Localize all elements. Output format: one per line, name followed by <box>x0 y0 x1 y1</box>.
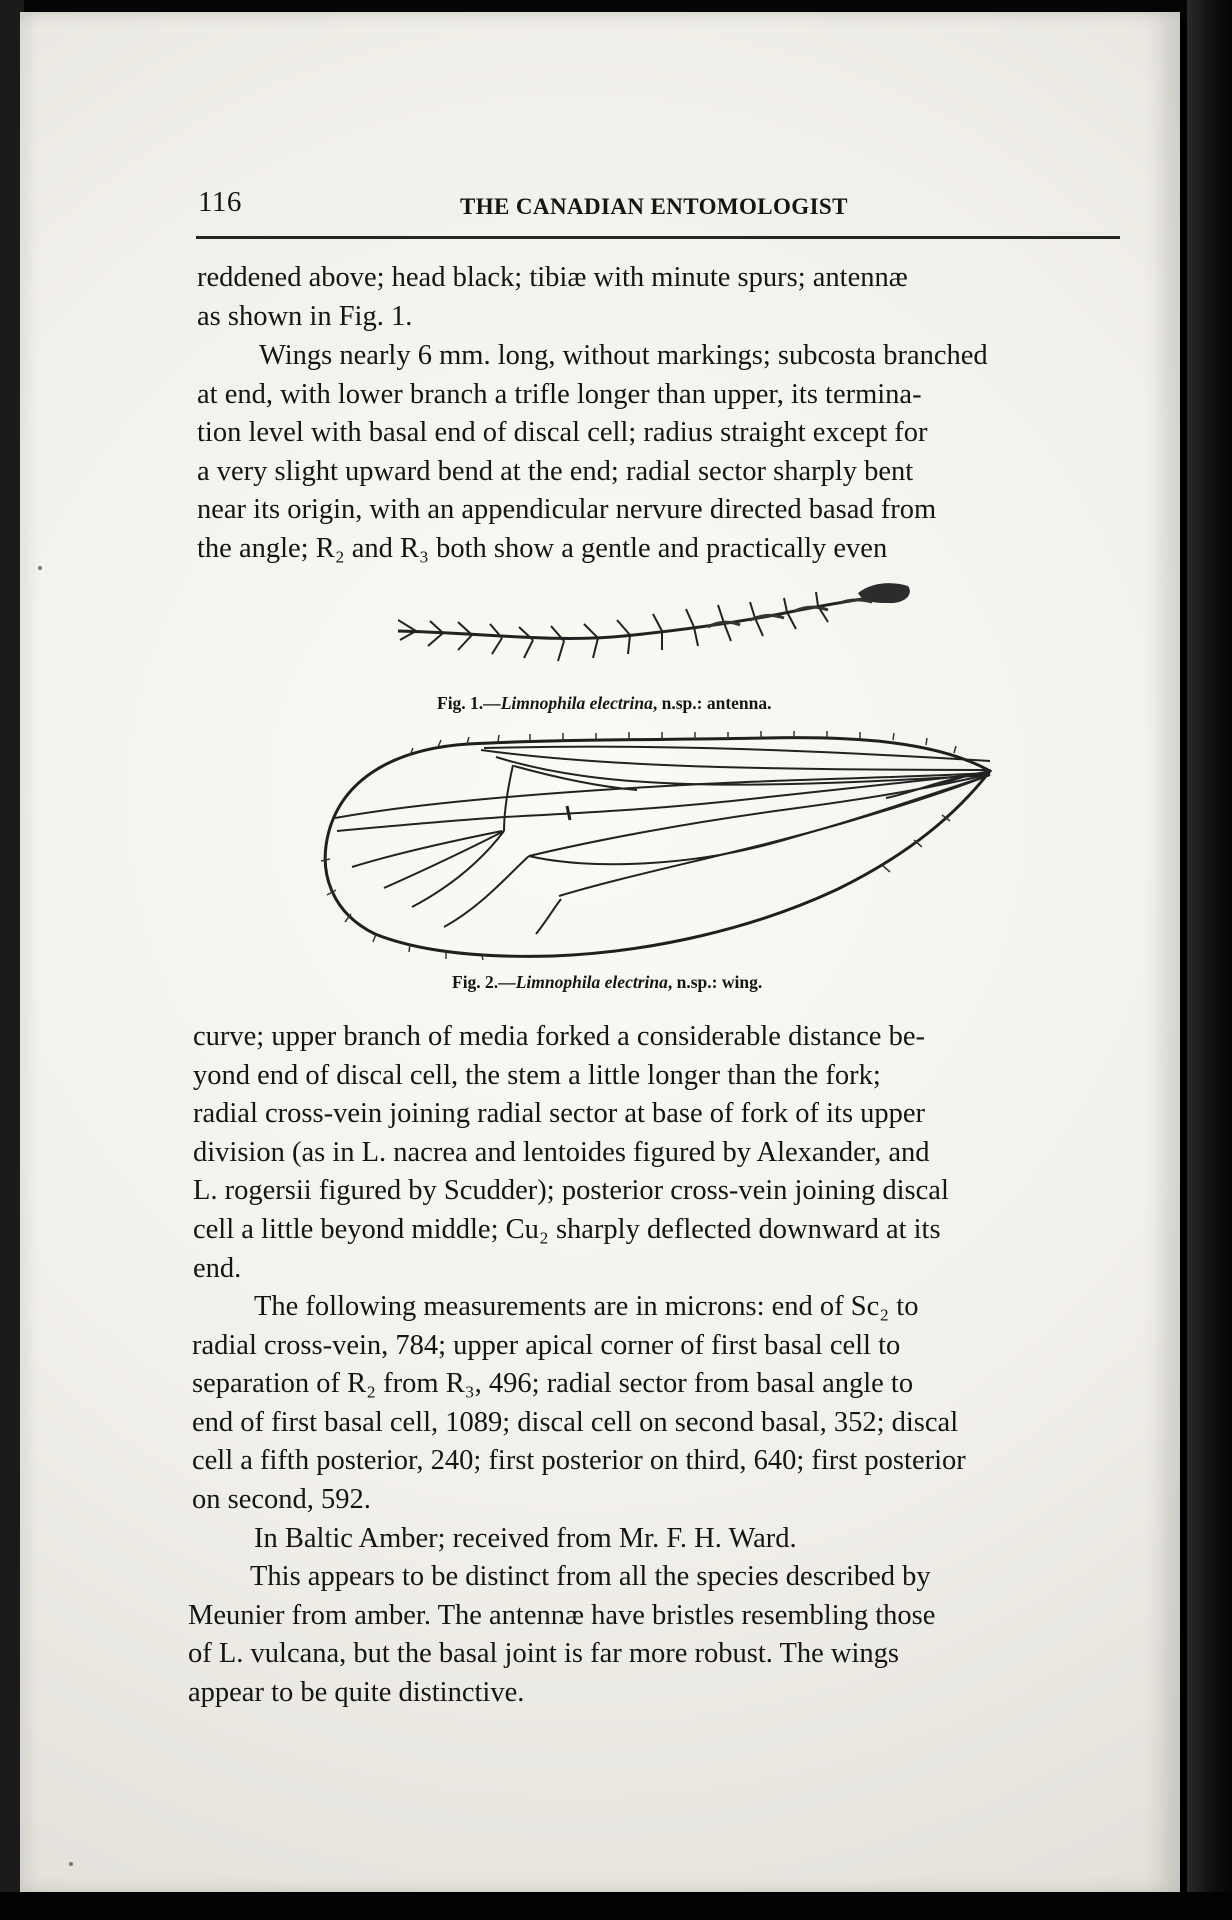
venation-paragraph <box>193 1018 1153 1288</box>
wing-vein-mark <box>567 806 570 820</box>
text-line: yond end of discal cell, the stem a little longer than the fork; <box>193 1059 881 1091</box>
text-line: cell a little beyond middle; Cu₂ sharply deflected downward at its <box>193 1213 941 1245</box>
text-line: This appears to be distinct from all the species described by <box>250 1561 931 1592</box>
text-line: tion level with basal end of discal cell; radius straight except for <box>197 417 928 449</box>
text-line: curve; upper branch of media forked a considerable distance be- <box>193 1021 925 1052</box>
text-line: end of first basal cell, 1089; discal cell on second basal, 352; discal <box>192 1406 959 1438</box>
antenna-shaft <box>398 594 894 638</box>
text-line: at end, with lower branch a trifle longer than upper, its termina- <box>197 378 922 410</box>
antenna-bristles <box>398 592 828 661</box>
scan-bottom-edge <box>0 1892 1232 1920</box>
source-paragraph <box>192 1520 1152 1559</box>
book-spine-shadow <box>1187 0 1232 1920</box>
text-line: division (as in L. nacrea and lentoides figured by Alexander, and <box>193 1136 930 1168</box>
header-rule <box>196 236 1120 239</box>
scan-speck <box>69 1862 73 1866</box>
figure-1-caption <box>437 693 772 714</box>
text-line: near its origin, with an appendicular nervure directed basad from <box>197 494 937 526</box>
text-line: reddened above; head black; tibiæ with minute spurs; antennæ <box>197 262 908 293</box>
figure-1-number: Fig. 1.— <box>437 693 501 713</box>
scan-speck <box>38 566 42 570</box>
measurements-paragraph <box>192 1288 1152 1520</box>
text-line: Meunier from amber. The antennæ have bristles resembling those <box>188 1599 936 1631</box>
figure-2-caption <box>452 972 762 993</box>
journal-running-head: THE CANADIAN ENTOMOLOGIST <box>460 194 848 219</box>
text-line: separation of R₂ from R₃, 496; radial sector from basal angle to <box>192 1368 914 1400</box>
text-line: radial cross-vein joining radial sector at base of fork of its upper <box>193 1098 926 1130</box>
figure-1-suffix: , n.sp.: antenna. <box>652 693 772 713</box>
text-line: L. rogersii figured by Scudder); posterior cross-vein joining discal <box>193 1175 949 1207</box>
text-line: of L. vulcana, but the basal joint is far more robust. The wings <box>188 1638 900 1670</box>
comparison-paragraph <box>188 1558 1148 1712</box>
figure-2-species: Limnophila electrina <box>515 972 668 992</box>
text-line: The following measurements are in microns: end of Sc₂ to <box>254 1291 919 1322</box>
text-line: cell a fifth posterior, 240; first posterior on third, 640; first posterior <box>192 1445 966 1477</box>
figure-2-number: Fig. 2.— <box>452 972 516 992</box>
text-line: end. <box>193 1252 242 1284</box>
text-line: Wings nearly 6 mm. long, without markings; subcosta branched <box>259 340 988 371</box>
page-header <box>198 186 1118 226</box>
figure-2-suffix: , n.sp.: wing. <box>667 972 763 992</box>
wing-posterior-hairs <box>321 815 950 960</box>
text-line: as shown in Fig. 1. <box>197 300 413 332</box>
text-line: appear to be quite distinctive. <box>188 1676 525 1708</box>
text-line: radial cross-vein, 784; upper apical corner of first basal cell to <box>192 1329 901 1361</box>
wing-figure <box>318 730 994 960</box>
page-number: 116 <box>198 186 242 218</box>
paragraph-continuation <box>197 259 1157 336</box>
text-line: on second, 592. <box>192 1483 371 1515</box>
text-line: In Baltic Amber; received from Mr. F. H. Ward. <box>254 1523 797 1554</box>
antenna-figure <box>398 578 918 670</box>
text-line: the angle; R₂ and R₃ both show a gentle and practically even <box>197 532 888 564</box>
wing-veins <box>335 747 990 934</box>
text-line: a very slight upward bend at the end; radial sector sharply bent <box>197 455 914 487</box>
figure-1-species: Limnophila electrina <box>500 693 653 713</box>
wing-description-paragraph <box>197 337 1157 569</box>
